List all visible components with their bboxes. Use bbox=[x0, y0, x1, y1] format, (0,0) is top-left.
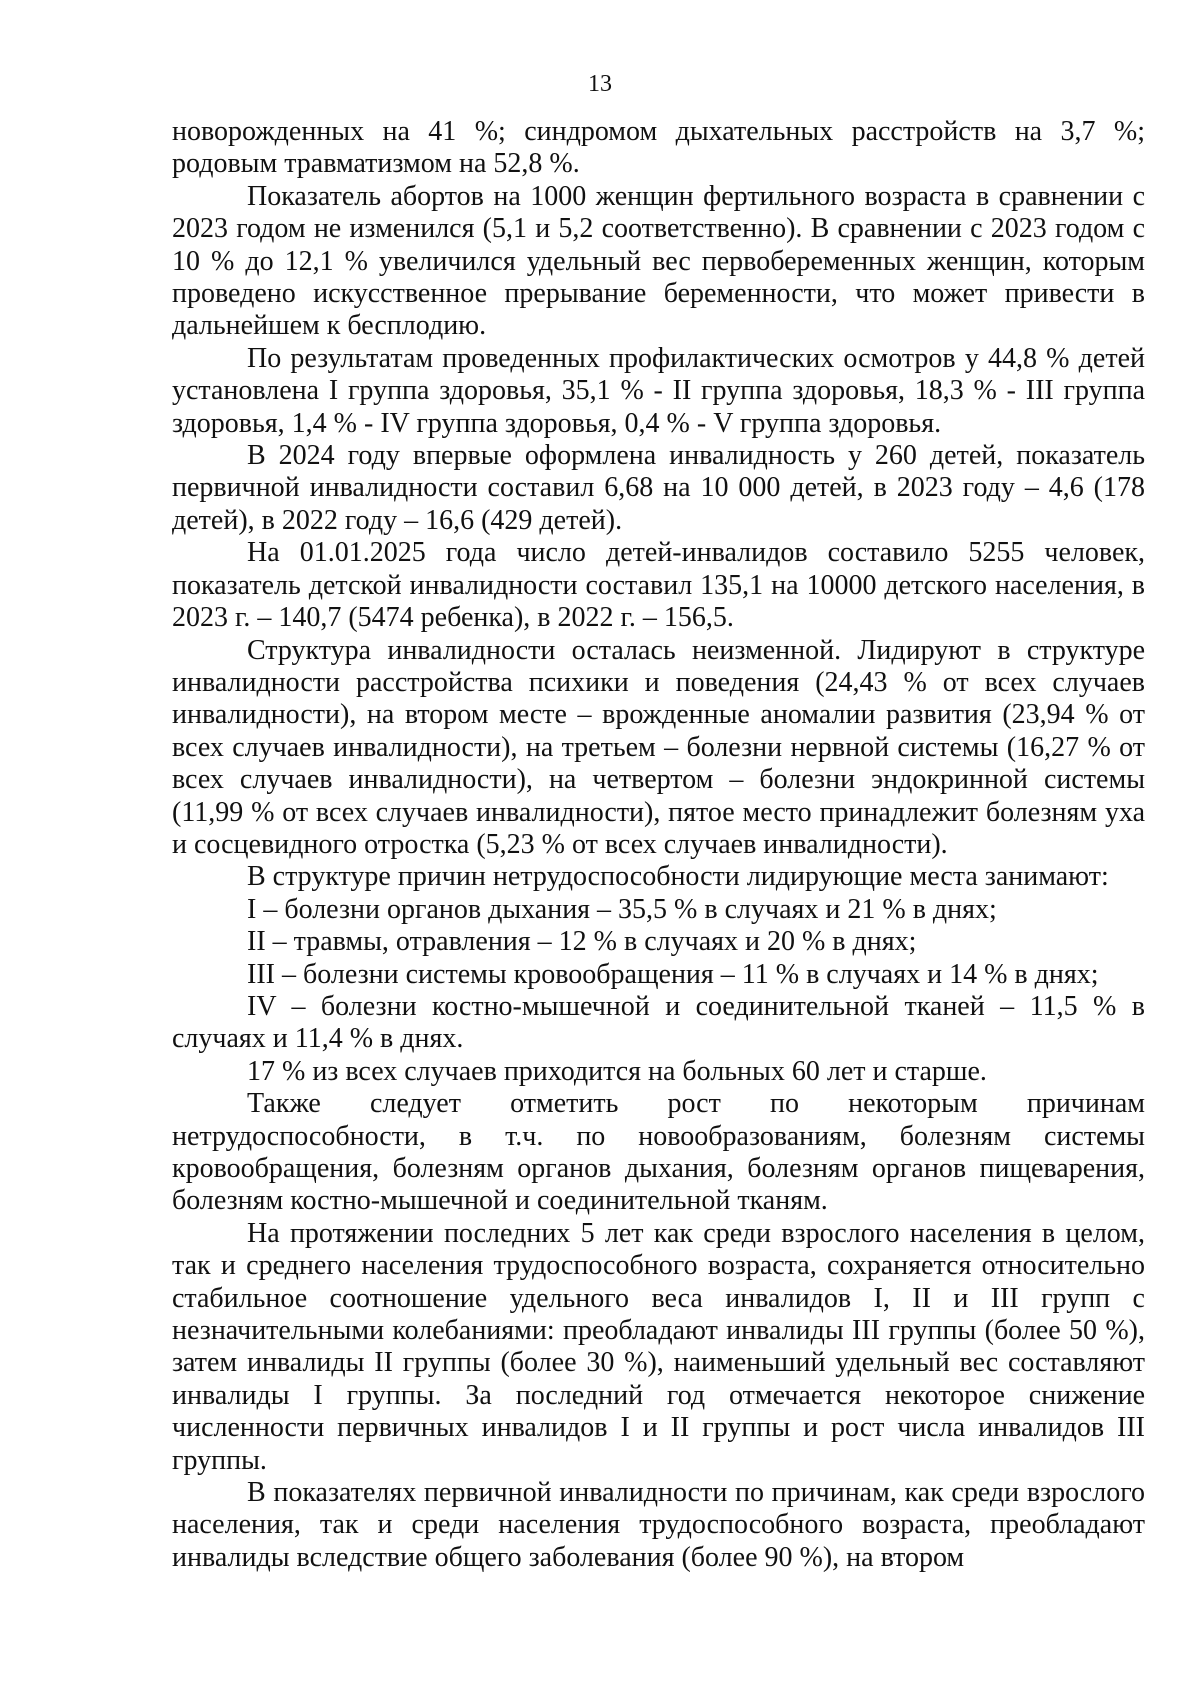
list-item-incapacity-3: III – болезни системы кровообращения – 11 % в случаях и 14 % в днях; bbox=[247, 958, 1099, 990]
paragraph-incapacity-intro: В структуре причин нетрудоспособности лидирующие места занимают: bbox=[247, 861, 1109, 893]
paragraph-abortions: Показатель абортов на 1000 женщин фертильного возраста в сравнении с 2023 годом не изменился (5,1 и 5,2 соответственно). В сравнении с 2023 годом с 10 % до 12,1 % увеличился удельный вес первобеременных женщин, которым проведено искусственное прерывание беременности, что может привести в дальнейшем к бесплодию. bbox=[172, 180, 1145, 342]
list-item-incapacity-4: IV – болезни костно-мышечной и соединительной тканей – 11,5 % в случаях и 11,4 % в днях. bbox=[172, 990, 1145, 1055]
paragraph-disability-structure: Структура инвалидности осталась неизменной. Лидируют в структуре инвалидности расстройства психики и поведения (24,43 % от всех случаев инвалидности), на втором месте – врожденные аномалии развития (23,94 % от всех случаев инвалидности), на третьем – болезни нервной системы (16,27 % от всех случаев инвалидности), на четвертом – болезни эндокринной системы (11,99 % от всех случаев инвалидности), пятое место принадлежит болезням уха и сосцевидного отростка (5,23 % от всех случаев инвалидности). bbox=[172, 634, 1145, 860]
paragraph-primary-disability-children: В 2024 году впервые оформлена инвалидность у 260 детей, показатель первичной инвалидности составил 6,68 на 10 000 детей, в 2023 году – 4,6 (178 детей), в 2022 году – 16,6 (429 детей). bbox=[172, 440, 1145, 536]
document-body bbox=[172, 116, 1145, 1574]
paragraph-health-groups: По результатам проведенных профилактических осмотров у 44,8 % детей установлена I группа здоровья, 35,1 % - II группа здоровья, 18,3 % - III группа здоровья, 1,4 % - IV группа здоровья, 0,4 % - V группа здоровья. bbox=[172, 342, 1145, 439]
paragraph-primary-disability-causes: В показателях первичной инвалидности по причинам, как среди взрослого населения, так и среди населения трудоспособного возраста, преобладают инвалиды вследствие общего заболевания (более 90 %), на втором bbox=[172, 1477, 1145, 1573]
list-item-incapacity-2: II – травмы, отравления – 12 % в случаях и 20 % в днях; bbox=[247, 926, 917, 958]
paragraph-neonatal-continuation: новорожденных на 41 %; синдромом дыхательных расстройств на 3,7 %; родовым травматизмом на 52,8 %. bbox=[172, 116, 1145, 180]
paragraph-elderly-share: 17 % из всех случаев приходится на больных 60 лет и старше. bbox=[247, 1055, 987, 1087]
paragraph-incapacity-growth: Также следует отметить рост по некоторым причинам нетрудоспособности, в т.ч. по новообразованиям, болезням системы кровообращения, болезням органов дыхания, болезням органов пищеварения, болезням костно-мышечной и соединительной тканям. bbox=[172, 1088, 1145, 1217]
list-item-incapacity-1: I – болезни органов дыхания – 35,5 % в случаях и 21 % в днях; bbox=[247, 893, 997, 925]
paragraph-disabled-children-count: На 01.01.2025 года число детей-инвалидов составило 5255 человек, показатель детской инвалидности составил 135,1 на 10000 детского населения, в 2023 г. – 140,7 (5474 ребенка), в 2022 г. – 156,5. bbox=[172, 537, 1145, 634]
page-number: 13 bbox=[588, 71, 612, 97]
paragraph-disability-groups-ratio: На протяжении последних 5 лет как среди взрослого населения в целом, так и среднего населения трудоспособного возраста, сохраняется относительно стабильное соотношение удельного веса инвалидов I, II и III групп с незначительными колебаниями: преобладают инвалиды III группы (более 50 %), затем инвалиды II группы (более 30 %), наименьший удельный вес составляют инвалиды I группы. За последний год отмечается некоторое снижение численности первичных инвалидов I и II группы и рост числа инвалидов III группы. bbox=[172, 1217, 1145, 1476]
